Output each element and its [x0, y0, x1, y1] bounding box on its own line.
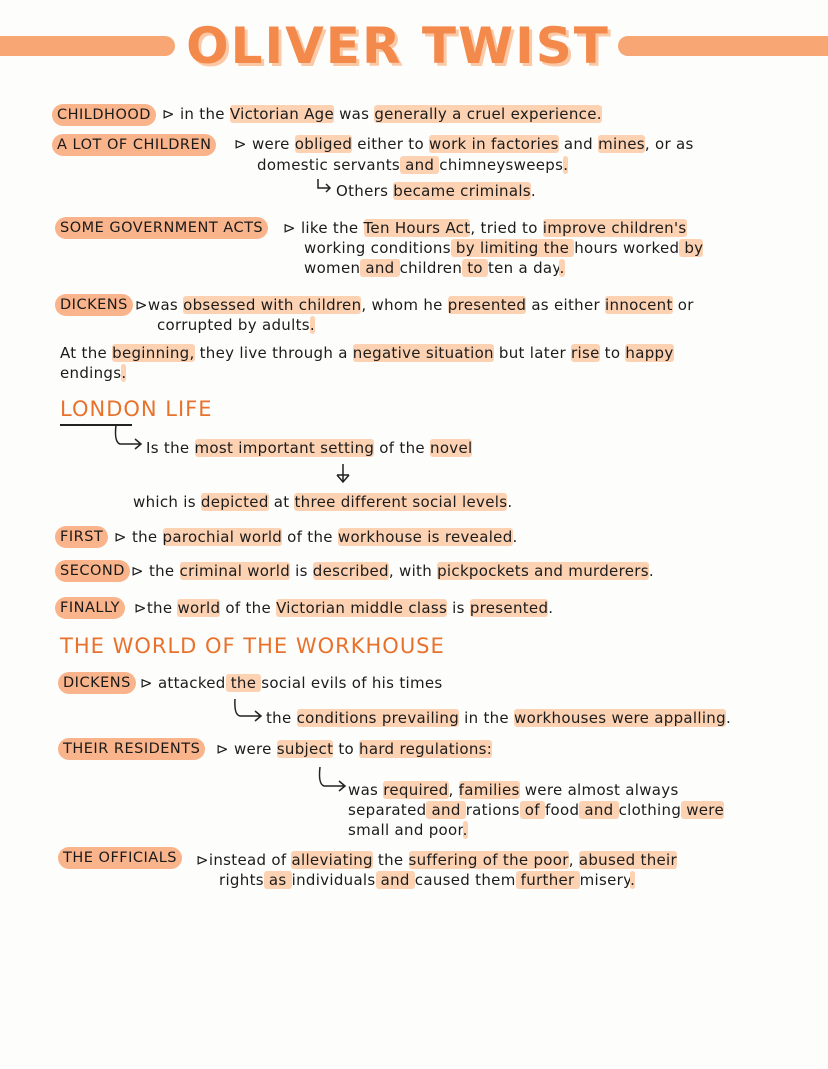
highlighted-text: generally a cruel experience. — [374, 105, 602, 123]
text-segment: the — [146, 599, 178, 617]
text-segment: , — [448, 781, 459, 799]
highlighted-text: described — [312, 562, 389, 580]
text-segment: . — [530, 182, 536, 200]
text-segment: . — [548, 599, 554, 617]
children-line-3 — [336, 181, 536, 201]
text-segment: , whom he — [361, 296, 448, 314]
arrow-icon: ⊳ — [140, 674, 158, 692]
text-segment: either to — [352, 135, 430, 153]
highlighted-text: pickpockets and murderers — [437, 562, 649, 580]
arrow-icon: ⊳ — [135, 296, 148, 314]
requirements-line-3 — [348, 820, 468, 840]
text-segment: to — [333, 740, 360, 758]
text-segment: the — [266, 709, 297, 727]
highlighted-text: and — [426, 801, 466, 819]
text-segment: women — [304, 259, 361, 277]
text-segment: were — [251, 135, 295, 153]
highlighted-text: most important setting — [194, 439, 375, 457]
text-segment: clothing — [618, 801, 682, 819]
highlighted-text: by limiting the — [450, 239, 575, 257]
text-segment: At the — [60, 344, 113, 362]
highlighted-text: obsessed with children — [183, 296, 362, 314]
highlighted-text: abused their — [578, 851, 677, 869]
workhouse-dickens-label: DICKENS — [58, 672, 136, 694]
text-segment: misery — [579, 871, 631, 889]
highlighted-text: novel — [430, 439, 473, 457]
text-segment: . — [512, 528, 518, 546]
highlighted-text: work in factories — [429, 135, 559, 153]
text-segment: attacked — [157, 674, 226, 692]
highlighted-text: . — [563, 156, 569, 174]
london-line-2 — [133, 492, 512, 512]
text-segment: the — [131, 528, 163, 546]
rich-text — [180, 105, 602, 123]
highlighted-text: mines — [598, 135, 645, 153]
highlighted-text: by — [679, 239, 704, 257]
text-segment: was — [147, 296, 184, 314]
highlighted-text: and — [360, 259, 400, 277]
title-bar-left — [0, 36, 175, 56]
text-segment: rights — [219, 871, 264, 889]
arrow-icon: ⊳ — [162, 105, 180, 123]
text-segment: like the — [300, 219, 364, 237]
children-label: A LOT OF CHILDREN — [52, 134, 216, 156]
highlighted-text: further — [515, 871, 580, 889]
highlighted-text: required — [383, 781, 449, 799]
finally-text — [134, 598, 553, 618]
highlighted-text: to — [462, 259, 488, 277]
first-text — [114, 527, 518, 547]
highlighted-text: conditions prevailing — [296, 709, 460, 727]
second-label: SECOND — [55, 560, 130, 582]
highlighted-text: were — [681, 801, 724, 819]
text-segment: as either — [526, 296, 606, 314]
requirements-line-2 — [348, 800, 724, 820]
text-segment: children — [399, 259, 463, 277]
highlighted-text: innocent — [605, 296, 673, 314]
text-segment: in the — [459, 709, 515, 727]
dickens-para-1 — [60, 343, 674, 363]
highlighted-text: obliged — [294, 135, 353, 153]
arrow-icon: ⊳ — [234, 135, 252, 153]
text-segment: , tried to — [470, 219, 543, 237]
childhood-text — [162, 104, 602, 124]
highlighted-text: parochial world — [162, 528, 283, 546]
highlighted-text: happy — [625, 344, 674, 362]
highlighted-text: beginning, — [112, 344, 195, 362]
text-segment: of the — [282, 528, 338, 546]
requirements-line-1 — [348, 780, 679, 800]
text-segment: , — [568, 851, 579, 869]
text-segment: they live through a — [194, 344, 353, 362]
arrow-icon: ⊳ — [134, 599, 147, 617]
return-arrow-icon — [315, 178, 333, 196]
page-title: OLIVER TWIST — [186, 17, 610, 75]
text-segment: the — [148, 562, 180, 580]
text-segment: is — [447, 599, 470, 617]
arrow-icon: ⊳ — [216, 740, 234, 758]
highlighted-text: . — [121, 364, 127, 382]
highlighted-text: hard regulations: — [359, 740, 493, 758]
arrow-icon: ⊳ — [196, 851, 209, 869]
return-arrow-icon — [230, 698, 266, 724]
text-segment: Is the — [146, 439, 195, 457]
highlighted-text: . — [462, 821, 468, 839]
highlighted-text: negative situation — [352, 344, 494, 362]
text-segment: instead of — [208, 851, 292, 869]
workhouse-dickens-text — [140, 673, 443, 693]
return-arrow-icon — [314, 766, 350, 794]
text-segment: food — [544, 801, 580, 819]
highlighted-text: three different social levels — [294, 493, 508, 511]
conditions-text — [266, 708, 731, 728]
highlighted-text: Victorian middle class — [276, 599, 448, 617]
text-segment: was — [348, 781, 384, 799]
text-segment: Others — [336, 182, 394, 200]
residents-label: THEIR RESIDENTS — [58, 738, 205, 760]
text-segment: in the — [179, 105, 230, 123]
text-segment: . — [507, 493, 513, 511]
highlighted-text: and — [579, 801, 619, 819]
arrow-icon: ⊳ — [114, 528, 132, 546]
highlighted-text: alleviating — [291, 851, 373, 869]
text-segment: corrupted by adults — [157, 316, 310, 334]
highlighted-text: world — [177, 599, 221, 617]
text-segment: is — [290, 562, 313, 580]
highlighted-text: rise — [571, 344, 600, 362]
officials-line-1 — [196, 850, 677, 870]
text-segment: were almost always — [519, 781, 679, 799]
text-segment: or — [672, 296, 694, 314]
text-segment: small and poor — [348, 821, 463, 839]
first-label: FIRST — [55, 526, 108, 548]
down-arrow-icon — [333, 462, 353, 486]
highlighted-text: presented — [469, 599, 549, 617]
highlighted-text: workhouse is revealed — [337, 528, 513, 546]
text-segment: hours worked — [574, 239, 680, 257]
text-segment: endings — [60, 364, 122, 382]
text-segment: which is — [133, 493, 201, 511]
highlighted-text: . — [309, 316, 315, 334]
text-segment: to — [599, 344, 626, 362]
text-segment: social evils of his times — [261, 674, 443, 692]
text-segment: rations — [465, 801, 520, 819]
officials-label: THE OFFICIALS — [58, 847, 182, 869]
text-segment: but later — [493, 344, 572, 362]
london-line-1 — [146, 438, 472, 458]
children-line-2 — [257, 155, 568, 175]
text-segment: , with — [388, 562, 438, 580]
text-segment: at — [268, 493, 295, 511]
highlighted-text: depicted — [200, 493, 269, 511]
highlighted-text: of — [519, 801, 545, 819]
text-segment: of the — [220, 599, 277, 617]
highlighted-text: Ten Hours Act — [363, 219, 471, 237]
highlighted-text: as — [263, 871, 292, 889]
text-segment: of the — [374, 439, 431, 457]
text-segment: caused them — [414, 871, 516, 889]
highlighted-text: subject — [276, 740, 334, 758]
highlighted-text: improve children's — [542, 219, 687, 237]
acts-label: SOME GOVERNMENT ACTS — [55, 217, 268, 239]
officials-line-2 — [219, 870, 635, 890]
acts-line-2 — [304, 238, 703, 258]
highlighted-text: workhouses were appalling — [514, 709, 726, 727]
title-bar-right — [618, 36, 828, 56]
dickens-label: DICKENS — [55, 294, 133, 316]
london-heading: LONDON LIFE — [60, 397, 213, 421]
text-segment: separated — [348, 801, 427, 819]
dickens-line-1 — [135, 295, 694, 315]
text-segment: , or as — [644, 135, 694, 153]
text-segment: working conditions — [304, 239, 451, 257]
text-segment: domestic servants — [257, 156, 401, 174]
highlighted-text: the — [225, 674, 262, 692]
highlighted-text: presented — [447, 296, 527, 314]
highlighted-text: and — [400, 156, 440, 174]
text-segment: was — [334, 105, 375, 123]
second-text — [131, 561, 654, 581]
text-segment: chimneysweeps — [439, 156, 564, 174]
text-segment: the — [372, 851, 409, 869]
acts-line-3 — [304, 258, 565, 278]
return-arrow-icon — [110, 424, 146, 452]
dickens-line-2 — [157, 315, 315, 335]
highlighted-text: families — [458, 781, 520, 799]
text-segment: ten a day — [487, 259, 560, 277]
highlighted-text: suffering of the poor — [408, 851, 569, 869]
workhouse-heading: THE WORLD OF THE WORKHOUSE — [60, 634, 445, 658]
children-line-1 — [234, 134, 694, 154]
highlighted-text: Victorian Age — [229, 105, 334, 123]
residents-text — [216, 739, 492, 759]
highlighted-text: . — [559, 259, 565, 277]
highlighted-text: criminal world — [179, 562, 291, 580]
arrow-icon: ⊳ — [131, 562, 149, 580]
text-segment: were — [233, 740, 277, 758]
text-segment: and — [558, 135, 599, 153]
acts-line-1 — [283, 218, 687, 238]
finally-label: FINALLY — [55, 597, 125, 619]
text-segment: individuals — [291, 871, 376, 889]
highlighted-text: and — [375, 871, 415, 889]
highlighted-text: became criminals — [393, 182, 531, 200]
text-segment: . — [725, 709, 732, 727]
childhood-label: CHILDHOOD — [52, 104, 156, 126]
arrow-icon: ⊳ — [283, 219, 301, 237]
dickens-para-2 — [60, 363, 126, 383]
highlighted-text: . — [630, 871, 636, 889]
text-segment: . — [648, 562, 654, 580]
